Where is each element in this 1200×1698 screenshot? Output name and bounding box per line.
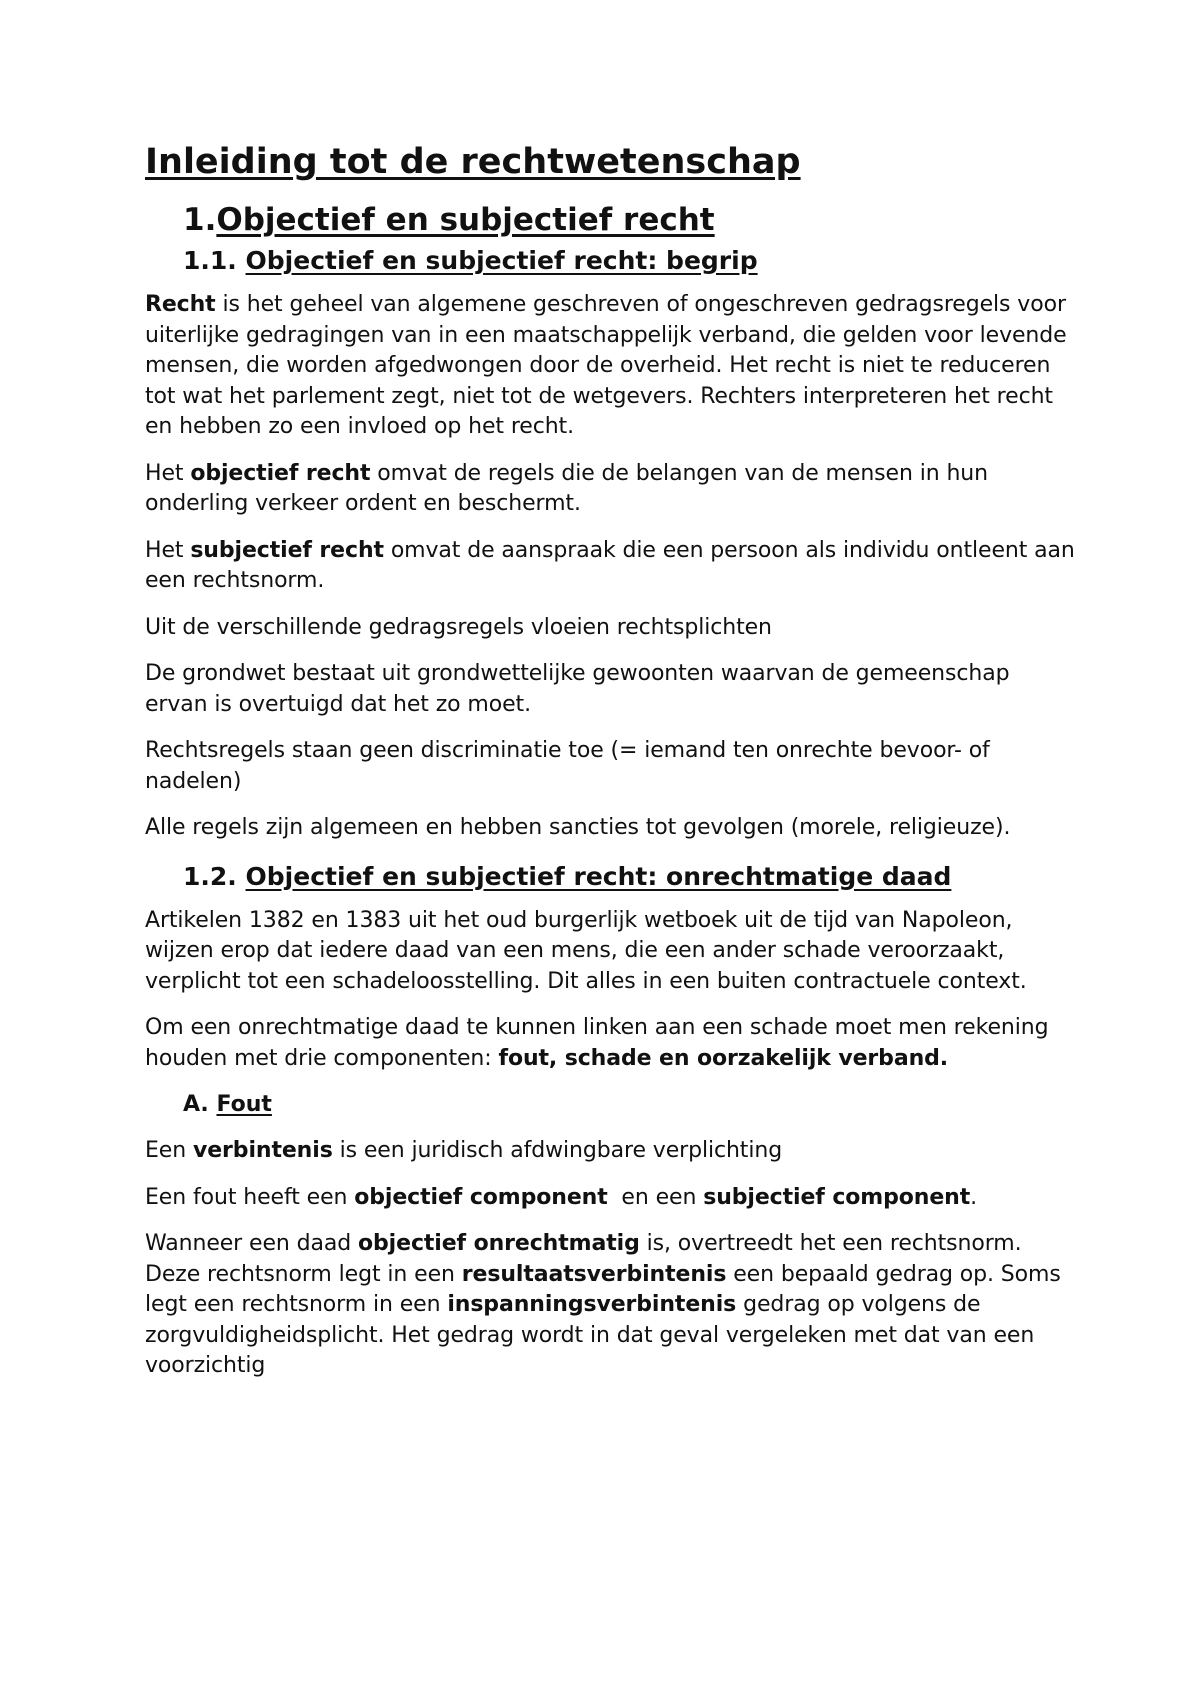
heading-number: 1. — [183, 202, 217, 238]
paragraph-text: Om een onrechtmatige daad te kunnen linken aan een schade moet men rekening houden met drie componenten: — [145, 1015, 1049, 1071]
heading-section-1 — [183, 200, 1075, 240]
paragraph-text: Een — [145, 1138, 193, 1163]
bold-term: objectief recht — [190, 460, 371, 486]
bold-term: objectief onrechtmatig — [358, 1231, 640, 1256]
paragraph-sancties: Alle regels zijn algemeen en hebben sancties tot gevolgen (morele, religieuze). — [145, 815, 1011, 840]
bold-term: subjectief component — [703, 1184, 971, 1210]
paragraph-fout-component — [145, 1183, 1075, 1214]
paragraph-text: is het geheel van algemene geschreven of ongeschreven gedragsregels voor uiterlijke gedragingen van in een maatschappelijk verband, die gelden voor levende mensen, die worden afgedwongen door de overheid. Het recht is niet te reduceren tot wat het parlement zegt, niet tot de wetgevers. Rechters interpreteren het recht en hebben zo een invloed op het recht. — [145, 292, 1067, 439]
paragraph-text: omvat de regels die de belangen van de mensen in hun onderling verkeer ordent en beschermt. — [145, 460, 988, 516]
paragraph-onrechtmatig — [145, 1229, 1075, 1382]
heading-number: 1.1. — [183, 246, 237, 275]
bold-term: inspanningsverbintenis — [447, 1292, 737, 1317]
heading-section-1-1 — [183, 244, 1075, 278]
paragraph-text: Wanneer een daad — [145, 1231, 359, 1256]
heading-label: Fout — [216, 1092, 272, 1117]
paragraph-text: Het — [145, 460, 191, 486]
paragraph-text: een bepaald gedrag op. Soms legt een rechtsnorm in een — [145, 1261, 1061, 1317]
heading-label: Objectief en subjectief recht: onrechtmatige daad — [245, 861, 952, 891]
paragraph-text: is, overtreedt het een rechtsnorm. Deze rechtsnorm legt in een — [145, 1231, 1022, 1287]
paragraph-text: omvat de aanspraak die een persoon als individu ontleent aan een rechtsnorm. — [145, 537, 1075, 593]
paragraph-objectief-recht — [145, 459, 1075, 520]
bold-term: objectief component — [354, 1184, 608, 1210]
paragraph-discriminatie: Rechtsregels staan geen discriminatie toe (= iemand ten onrechte bevoor- of nadelen) — [145, 738, 990, 794]
paragraph-rechtsplichten: Uit de verschillende gedragsregels vloeien rechtsplichten — [145, 614, 772, 640]
paragraph-componenten — [145, 1013, 1075, 1074]
heading-section-a — [183, 1090, 1075, 1120]
paragraph-subjectief-recht — [145, 536, 1075, 597]
document-title: Inleiding tot de rechtwetenschap — [145, 142, 801, 182]
bold-term: verbintenis — [192, 1138, 333, 1163]
paragraph-text: is een juridisch afdwingbare verplichting — [332, 1138, 783, 1163]
document-page — [145, 140, 1075, 1398]
bold-term: subjectief recht — [190, 537, 384, 563]
paragraph-grondwet: De grondwet bestaat uit grondwettelijke gewoonten waarvan de gemeenschap ervan is overtuigd dat het zo moet. — [145, 661, 1010, 717]
heading-label: Objectief en subjectief recht — [216, 202, 715, 238]
paragraph-text: Het — [145, 537, 191, 563]
heading-label: Objectief en subjectief recht: begrip — [245, 246, 758, 275]
bold-term: resultaatsverbintenis — [461, 1261, 727, 1287]
paragraph-text: . — [970, 1184, 978, 1210]
heading-section-1-2 — [183, 860, 1075, 894]
paragraph-verbintenis — [145, 1136, 1075, 1167]
heading-number: A. — [183, 1092, 209, 1117]
paragraph-recht-definition — [145, 290, 1075, 443]
paragraph-artikelen: Artikelen 1382 en 1383 uit het oud burgerlijk wetboek uit de tijd van Napoleon, wijzen erop dat iedere daad van een mens, die een ander schade veroorzaakt, verplicht tot een schadeloosstelling. Dit alles in een buiten contractuele context. — [145, 907, 1027, 994]
paragraph-text: gedrag op volgens de zorgvuldigheidsplicht. Het gedrag wordt in dat geval vergeleken met dat van een voorzichtig — [145, 1292, 1035, 1378]
bold-term: Recht — [145, 292, 216, 317]
paragraph-text: Een fout heeft een — [145, 1184, 355, 1210]
heading-number: 1.2. — [183, 861, 237, 891]
paragraph-text: en een — [607, 1184, 704, 1210]
bold-term: fout, schade en oorzakelijk verband. — [498, 1045, 949, 1071]
